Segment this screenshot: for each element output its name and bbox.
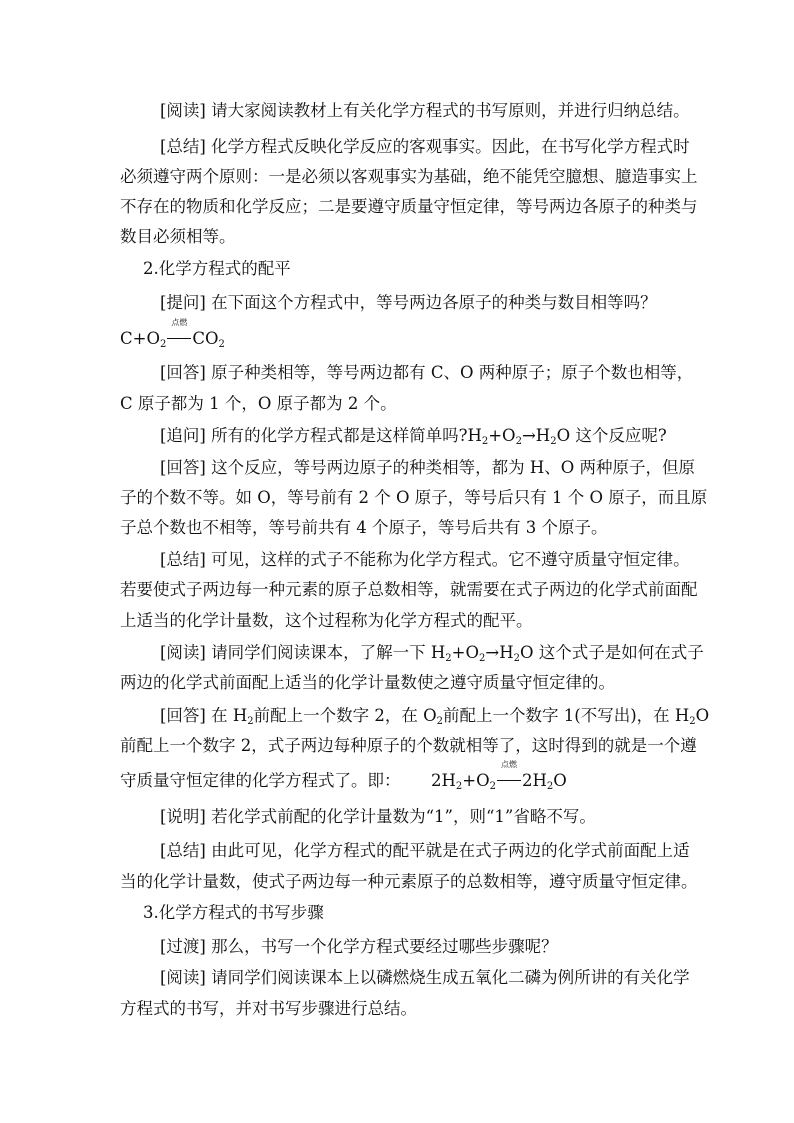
text-line-2: [总结] 化学方程式反映化学反应的客观事实。因此，在书写化学方程式时 [160,137,690,156]
text-line-summary-3: [总结] 由此可见，化学方程式的配平就是在式子两边的化学式前面配上适 [160,841,690,860]
text-line-summary-2c: 上适当的化学计量数，这个过程称为化学方程式的配平。 [120,611,533,630]
text-line-answer-2b: 子的个数不等。如 O，等号前有 2 个 O 原子，等号后只有 1 个 O 原子，而且原 [120,488,708,507]
text-line-answer-3b: 前配上一个数字 2，式子两边每种原子的个数就相等了，这时得到的就是一个遵 [120,736,697,755]
text-line-reading-2b: 两边的化学式前面配上适当的化学计量数使之遵守质量守恒定律的。 [120,673,615,692]
text-line-answer-2: [回答] 这个反应，等号两边原子的种类相等，都为 H、O 两种原子，但原 [160,458,696,477]
section-heading-2: 2.化学方程式的配平 [143,259,291,278]
text-line-4: 不存在的物质和化学反应；二是要遵守质量守恒定律，等号两边各原子的种类与 [120,197,698,216]
text-line-3: 必须遵守两个原则：一是必须以客观事实为基础，绝不能凭空臆想、臆造事实上 [120,167,698,186]
text-line-transition: [过渡] 那么，书写一个化学方程式要经过哪些步骤呢？ [160,937,558,956]
text-line-reading-3: [阅读] 请同学们阅读课本上以磷燃烧生成五氧化二磷为例所讲的有关化学 [160,968,690,987]
text-line-reading-2: [阅读] 请同学们阅读课本，了解一下 $H_2+O_2\to H_2O$ 这个式子是如何在式子 [160,643,704,664]
text-line-answer-2c: 子总个数也不相等，等号前共有 4 个原子，等号后共有 3 个原子。 [120,518,608,537]
text-line-question: [提问] 在下面这个方程式中，等号两边各原子的种类与数目相等吗？ [160,293,657,312]
text-line-answer-1b: C 原子都为 1 个，O 原子都为 2 个。 [120,394,397,413]
text-line-5: 数目必须相等。 [120,227,236,246]
text-line-summary-2b: 若要使式子两边每一种元素的原子总数相等，就需要在式子两边的化学式前面配 [120,580,698,599]
text-line-summary-3b: 当的化学计量数，使式子两边每一种元素原子的总数相等，遵守质量守恒定律。 [120,872,698,891]
text-line-followup: [追问] 所有的化学方程式都是这样简单吗$?H_2+O_2\to H_2O$ 这个反应呢? [160,426,667,447]
text-line-answer-1: [回答] 原子种类相等，等号两边都有 C、O 两种原子；原子个数也相等， [160,363,694,382]
section-heading-3: 3.化学方程式的书写步骤 [143,903,324,922]
equation-hydrogen-oxygen: $2H_2+O_2$ 点燃 $2H_2O$ [431,760,567,792]
text-line-answer-3: [回答] 在 $H_2$前配上一个数字 2，在 $O_2$前配上一个数字 1(不写出)，在 $H_2O$ [160,706,710,727]
text-line-reading-3b: 方程式的书写，并对书写步骤进行总结。 [120,999,417,1018]
text-line-answer-3c: 守质量守恒定律的化学方程式了。即： $2H_2+O_2$ 点燃 $2H_2O$ [120,760,567,792]
text-line-1: [阅读] 请大家阅读教材上有关化学方程式的书写原则，并进行归纳总结。 [160,101,690,120]
text-line-summary-2: [总结] 可见，这样的式子不能称为化学方程式。它不遵守质量守恒定律。 [160,550,690,569]
equation-carbon-oxygen: $C+O_2$ 点燃 $CO_2$ [120,318,225,350]
text-line-note: [说明] 若化学式前配的化学计量数为“1”，则“1”省略不写。 [160,807,596,826]
